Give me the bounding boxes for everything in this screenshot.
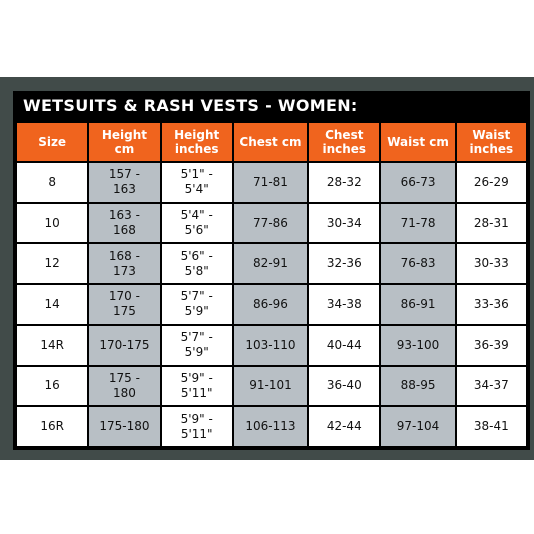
cell-waist-inches: 26-29 — [457, 163, 526, 202]
cell-chest-cm: 82-91 — [234, 244, 307, 283]
cell-waist-inches: 28-31 — [457, 204, 526, 243]
cell-waist-cm: 97-104 — [381, 407, 454, 446]
cell-waist-cm: 76-83 — [381, 244, 454, 283]
cell-waist-cm: 86-91 — [381, 285, 454, 324]
cell-chest-cm: 106-113 — [234, 407, 307, 446]
header-height-cm: Height cm — [89, 123, 159, 161]
header-size: Size — [17, 123, 87, 161]
cell-waist-inches: 36-39 — [457, 326, 526, 365]
header-row — [17, 123, 526, 161]
size-chart-panel — [13, 91, 530, 450]
table-row — [17, 407, 526, 446]
cell-size: 8 — [17, 163, 87, 202]
cell-height-cm: 170 - 175 — [89, 285, 159, 324]
cell-waist-inches: 30-33 — [457, 244, 526, 283]
header-height-inches: Height inches — [162, 123, 232, 161]
cell-waist-cm: 66-73 — [381, 163, 454, 202]
cell-waist-inches: 34-37 — [457, 367, 526, 406]
cell-chest-inches: 32-36 — [309, 244, 379, 283]
header-waist-cm: Waist cm — [381, 123, 454, 161]
chart-frame — [0, 77, 534, 460]
cell-height-cm: 168 - 173 — [89, 244, 159, 283]
cell-chest-cm: 86-96 — [234, 285, 307, 324]
cell-waist-inches: 38-41 — [457, 407, 526, 446]
header-chest-cm: Chest cm — [234, 123, 307, 161]
table-row — [17, 204, 526, 243]
cell-height-cm: 175-180 — [89, 407, 159, 446]
size-table — [15, 121, 528, 448]
cell-height-inches: 5'6" - 5'8" — [162, 244, 232, 283]
cell-size: 16 — [17, 367, 87, 406]
cell-size: 14 — [17, 285, 87, 324]
cell-chest-cm: 71-81 — [234, 163, 307, 202]
cell-height-inches: 5'7" - 5'9" — [162, 285, 232, 324]
cell-size: 12 — [17, 244, 87, 283]
cell-chest-inches: 40-44 — [309, 326, 379, 365]
header-waist-inches: Waist inches — [457, 123, 526, 161]
cell-size: 10 — [17, 204, 87, 243]
table-row — [17, 326, 526, 365]
table-row — [17, 244, 526, 283]
cell-chest-cm: 103-110 — [234, 326, 307, 365]
table-row — [17, 163, 526, 202]
cell-waist-cm: 93-100 — [381, 326, 454, 365]
cell-height-cm: 163 - 168 — [89, 204, 159, 243]
cell-chest-inches: 34-38 — [309, 285, 379, 324]
cell-chest-inches: 36-40 — [309, 367, 379, 406]
cell-chest-inches: 42-44 — [309, 407, 379, 446]
cell-waist-inches: 33-36 — [457, 285, 526, 324]
cell-height-cm: 175 - 180 — [89, 367, 159, 406]
cell-height-inches: 5'1" - 5'4" — [162, 163, 232, 202]
cell-height-inches: 5'9" - 5'11" — [162, 367, 232, 406]
table-row — [17, 367, 526, 406]
cell-height-inches: 5'7" - 5'9" — [162, 326, 232, 365]
cell-waist-cm: 88-95 — [381, 367, 454, 406]
chart-title: WETSUITS & RASH VESTS - WOMEN: — [23, 96, 358, 115]
cell-height-inches: 5'9" - 5'11" — [162, 407, 232, 446]
cell-chest-inches: 30-34 — [309, 204, 379, 243]
cell-chest-cm: 77-86 — [234, 204, 307, 243]
header-chest-inches: Chest inches — [309, 123, 379, 161]
cell-height-cm: 170-175 — [89, 326, 159, 365]
cell-size: 16R — [17, 407, 87, 446]
table-row — [17, 285, 526, 324]
cell-chest-cm: 91-101 — [234, 367, 307, 406]
cell-waist-cm: 71-78 — [381, 204, 454, 243]
cell-height-inches: 5'4" - 5'6" — [162, 204, 232, 243]
cell-height-cm: 157 - 163 — [89, 163, 159, 202]
cell-size: 14R — [17, 326, 87, 365]
cell-chest-inches: 28-32 — [309, 163, 379, 202]
